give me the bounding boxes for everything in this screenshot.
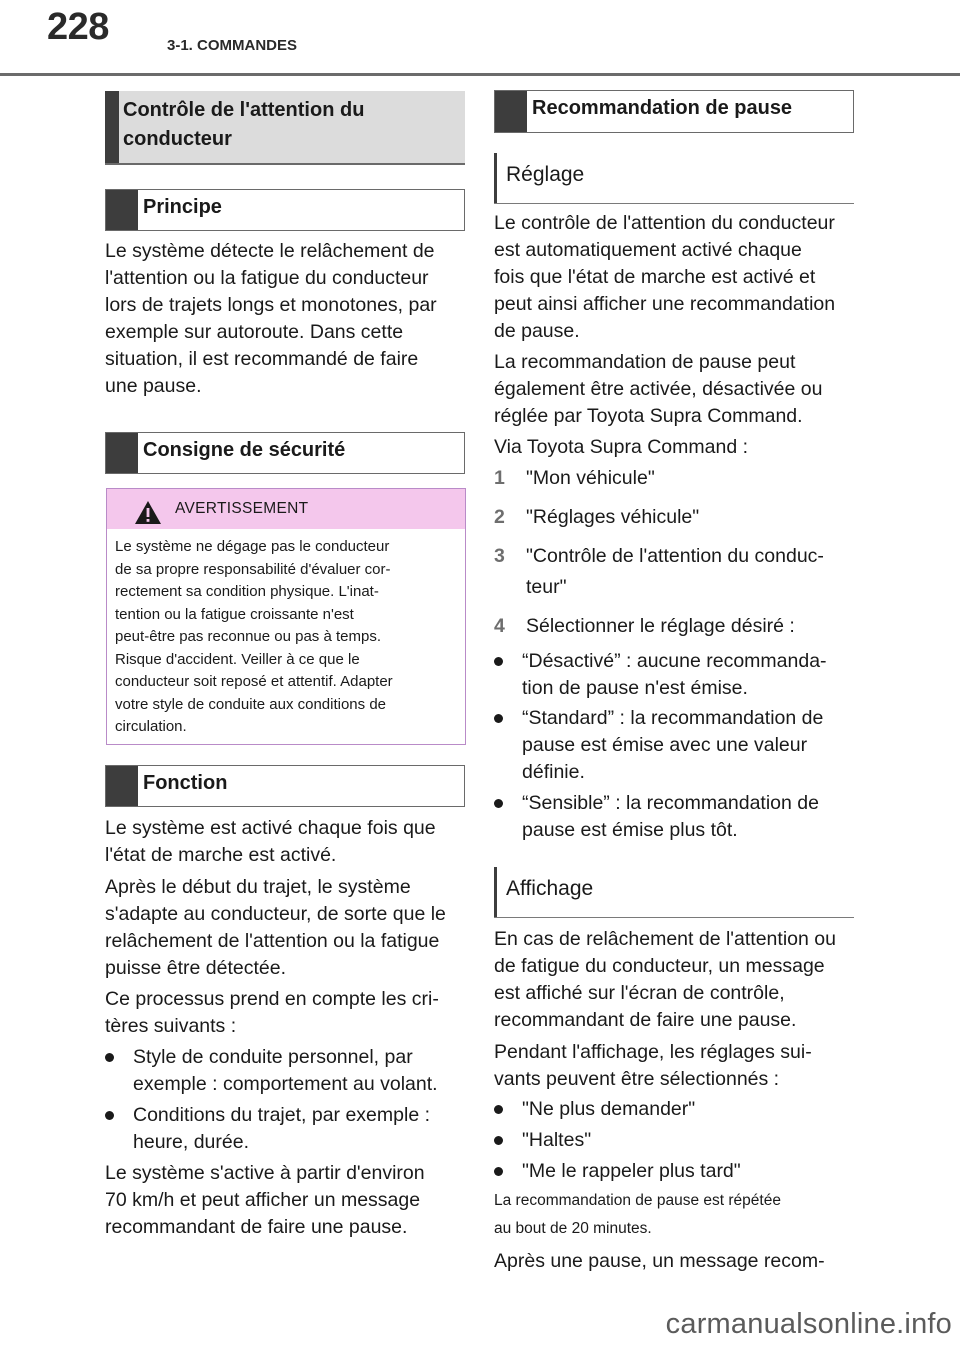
reglage-p3: Via Toyota Supra Command : (494, 436, 749, 458)
affichage-p2: Pendant l'affichage, les réglages sui- vants peuvent être sélectionnés : (494, 1041, 812, 1090)
banner-bar (105, 91, 119, 163)
affichage-note: La recommandation de pause est répétée au bout de 20 minutes. (494, 1192, 781, 1237)
principe-text: Le système détecte le relâchement de l'attention ou la fatigue du conducteur lors de trajets longs et monotones, par exemple sur autoroute. Dans cette situation, il est recommandé de faire une pause. (105, 240, 437, 397)
subheading-affichage: Affichage (494, 867, 854, 918)
warning-triangle-icon (134, 500, 162, 525)
heading-fonction: Fonction (105, 765, 465, 807)
page-number: 228 (47, 6, 109, 48)
bullet-icon (494, 1136, 503, 1145)
subheading-reglage: Réglage (494, 153, 854, 204)
warning-text: Le système ne dégage pas le conducteur de sa propre responsabilité d'évaluer cor- rectement sa condition physique. L'inat- tention ou la fatigue croissante n'est peut-être pas reconnue ou pas à temps. Risque d'accident. Veiller à ce que le conducteur soit reposé et attentif. Adapter votre style de conduite aux conditions de circulation. (115, 538, 393, 735)
header-divider (0, 73, 960, 76)
section-title-banner (105, 91, 465, 165)
warning-box (106, 488, 466, 745)
fonction-p1: Le système est activé chaque fois que l'état de marche est activé. (105, 817, 436, 866)
reglage-p2: La recommandation de pause peut également être activée, désactivée ou réglée par Toyota Supra Command. (494, 351, 823, 427)
bullet-icon (494, 657, 503, 666)
warning-title: AVERTISSEMENT (175, 500, 309, 517)
heading-consigne-securite: Consigne de sécurité (105, 432, 465, 474)
affichage-p1: En cas de relâchement de l'attention ou de fatigue du conducteur, un message est affiché sur l'écran de contrôle, recommandant de faire une pause. (494, 928, 836, 1031)
fonction-p2: Après le début du trajet, le système s'adapte au conducteur, de sorte que le relâchement de l'attention ou la fatigue puisse être détectée. (105, 876, 446, 979)
watermark: carmanualsonline.info (665, 1308, 952, 1340)
bullet-icon (494, 1105, 503, 1114)
affichage-p3: Après une pause, un message recom- (494, 1250, 825, 1272)
heading-principe: Principe (105, 189, 465, 231)
bullet-icon (494, 1167, 503, 1176)
bullet-icon (105, 1053, 114, 1062)
fonction-p3: Ce processus prend en compte les cri- tères suivants : (105, 988, 439, 1037)
bullet-icon (105, 1111, 114, 1120)
reglage-p1: Le contrôle de l'attention du conducteur est automatiquement activé chaque fois que l'état de marche est activé et peut ainsi afficher une recommandation de pause. (494, 212, 836, 342)
chapter-title: 3-1. COMMANDES (167, 37, 298, 54)
warning-header (107, 489, 465, 529)
bullet-icon (494, 799, 503, 808)
section-title: Contrôle de l'attention du conducteur (123, 99, 365, 150)
bullet-icon (494, 714, 503, 723)
fonction-p4: Le système s'active à partir d'environ 70 km/h et peut afficher un message recommandant de faire une pause. (105, 1162, 425, 1238)
heading-recommandation-pause: Recommandation de pause (494, 90, 854, 133)
